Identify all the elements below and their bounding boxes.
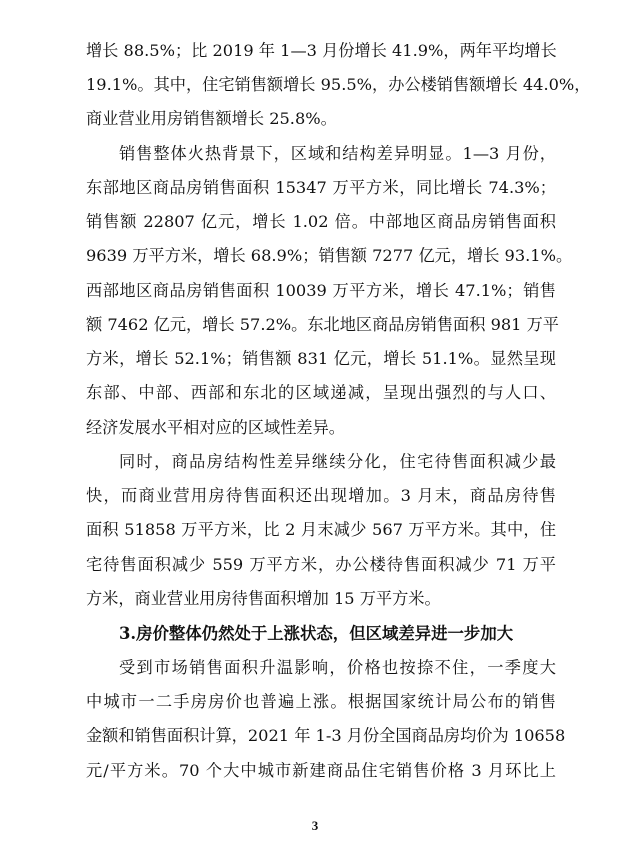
text-line: 元/平方米。70 个大中城市新建商品住宅销售价格 3 月环比上	[86, 761, 556, 780]
text-line: 东部地区商品房销售面积 15347 万平方米，同比增长 74.3%；	[86, 178, 556, 197]
text-line: 增长 88.5%；比 2019 年 1—3 月份增长 41.9%，两年平均增长	[86, 41, 557, 60]
text-line: 西部地区商品房销售面积 10039 万平方米，增长 47.1%；销售	[86, 281, 556, 300]
text-line: 商业营业用房销售额增长 25.8%。	[86, 109, 337, 128]
text-line: 经济发展水平相对应的区域性差异。	[86, 418, 345, 437]
text-line: 中城市一二手房房价也普遍上涨。根据国家统计局公布的销售	[86, 692, 556, 711]
text-line: 方米，增长 52.1%；销售额 831 亿元，增长 51.1%。显然呈现	[86, 349, 556, 368]
text-line: 面积 51858 万平方米，比 2 月末减少 567 万平方米。其中，住	[86, 520, 556, 539]
text-line: 东部、中部、西部和东北的区域递减，呈现出强烈的与人口、	[86, 383, 556, 402]
text-line: 同时，商品房结构性差异继续分化，住宅待售面积减少最	[119, 452, 556, 471]
text-line: 销售额 22807 亿元，增长 1.02 倍。中部地区商品房销售面积	[86, 212, 556, 231]
text-line: 方米，商业营业用房待售面积增加 15 万平方米。	[86, 589, 441, 608]
text-line: 销售整体火热背景下，区域和结构差异明显。1—3 月份，	[119, 144, 556, 163]
text-line: 金额和销售面积计算，2021 年 1-3 月份全国商品房均价为 10658	[86, 726, 566, 745]
page-number: 3	[311, 818, 319, 833]
text-line: 额 7462 亿元，增长 57.2%。东北地区商品房销售面积 981 万平	[86, 315, 559, 334]
text-line: 快，而商业营用房待售面积还出现增加。3 月末，商品房待售	[86, 486, 556, 505]
text-line: 受到市场销售面积升温影响，价格也按捺不住，一季度大	[119, 658, 556, 677]
text-line: 19.1%。其中，住宅销售额增长 95.5%，办公楼销售额增长 44.0%，	[86, 75, 591, 94]
text-line: 9639 万平方米，增长 68.9%；销售额 7277 亿元，增长 93.1%。	[86, 246, 573, 265]
text-line: 宅待售面积减少 559 万平方米，办公楼待售面积减少 71 万平	[86, 555, 556, 574]
section-heading: 3.房价整体仍然处于上涨状态，但区域差异进一步加大	[119, 624, 514, 643]
